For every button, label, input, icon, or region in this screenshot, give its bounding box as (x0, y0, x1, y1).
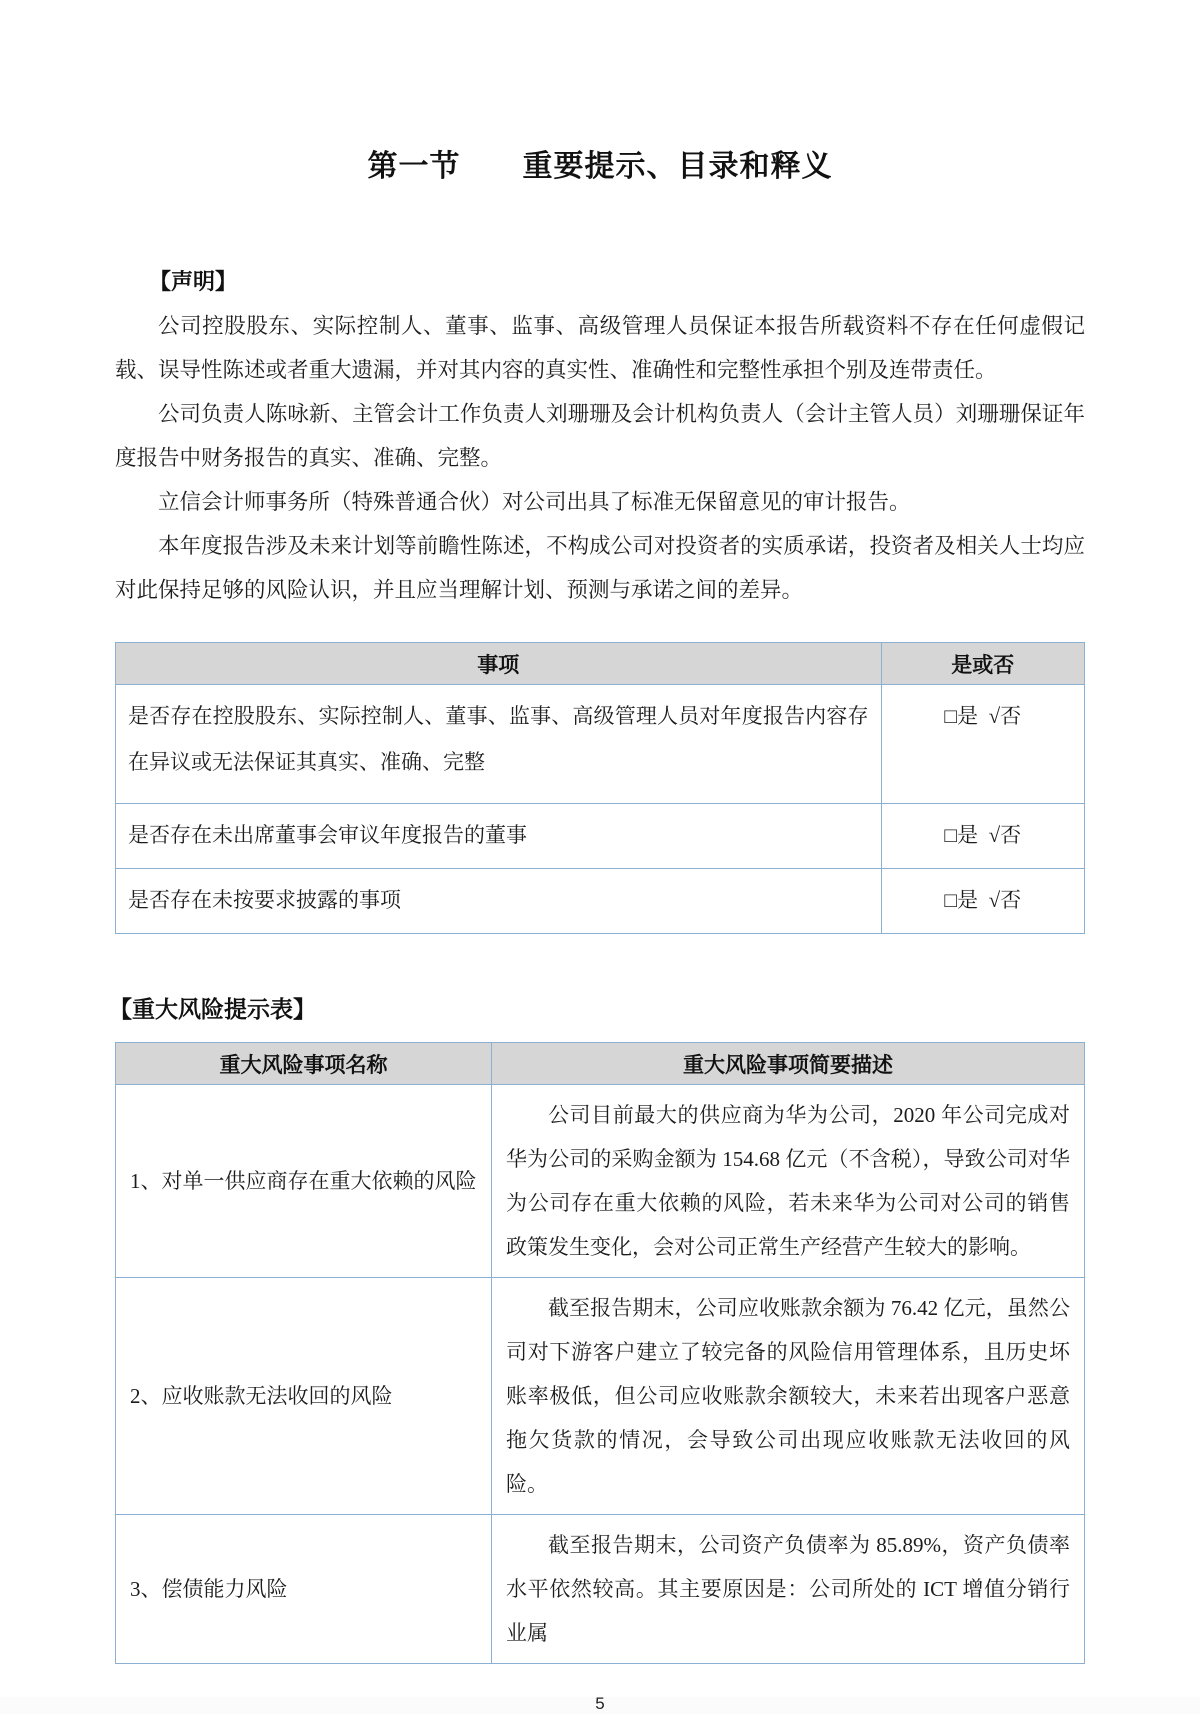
table-row (116, 1085, 1085, 1278)
item-cell: 是否存在未按要求披露的事项 (116, 869, 882, 934)
risk-description-cell: 截至报告期末，公司资产负债率为 85.89%，资产负债率水平依然较高。其主要原因是：公司所处的 ICT 增值分销行业属 (491, 1515, 1084, 1664)
table-row (116, 804, 1085, 869)
answer-cell: □是 √否 (881, 685, 1085, 804)
declaration-section (115, 260, 1085, 612)
risk-description-cell: 公司目前最大的供应商为华为公司，2020 年公司完成对华为公司的采购金额为 154.68 亿元（不含税），导致公司对华为公司存在重大依赖的风险，若未来华为公司对公司的销售政策发生变化，会对公司正常生产经营产生较大的影响。 (491, 1085, 1084, 1278)
declaration-paragraph: 公司负责人陈咏新、主管会计工作负责人刘珊珊及会计机构负责人（会计主管人员）刘珊珊保证年度报告中财务报告的真实、准确、完整。 (115, 402, 1085, 470)
answer-cell: □是 √否 (881, 804, 1085, 869)
declaration-heading: 【声明】 (149, 269, 238, 294)
table-header-row (116, 1043, 1085, 1085)
major-risk-table (115, 1042, 1085, 1664)
declaration-paragraph: 立信会计师事务所（特殊普通合伙）对公司出具了标准无保留意见的审计报告。 (158, 490, 911, 514)
risk-name-cell: 3、偿债能力风险 (116, 1515, 492, 1664)
column-header-risk-desc: 重大风险事项简要描述 (491, 1043, 1084, 1085)
risk-name-cell: 2、应收账款无法收回的风险 (116, 1278, 492, 1515)
item-cell: 是否存在控股股东、实际控制人、董事、监事、高级管理人员对年度报告内容存在异议或无法保证其真实、准确、完整 (116, 685, 882, 804)
column-header-item: 事项 (116, 643, 882, 685)
answer-cell: □是 √否 (881, 869, 1085, 934)
item-cell: 是否存在未出席董事会审议年度报告的董事 (116, 804, 882, 869)
declaration-paragraph: 本年度报告涉及未来计划等前瞻性陈述，不构成公司对投资者的实质承诺，投资者及相关人士均应对此保持足够的风险认识，并且应当理解计划、预测与承诺之间的差异。 (115, 534, 1085, 602)
table-row (116, 869, 1085, 934)
table-row (116, 685, 1085, 804)
table-row (116, 1515, 1085, 1664)
risk-description-cell: 截至报告期末，公司应收账款余额为 76.42 亿元，虽然公司对下游客户建立了较完备的风险信用管理体系，且历史坏账率极低，但公司应收账款余额较大，未来若出现客户恶意拖欠货款的情况，会导致公司出现应收账款无法收回的风险。 (491, 1278, 1084, 1515)
column-header-answer: 是或否 (881, 643, 1085, 685)
table-header-row (116, 643, 1085, 685)
yes-no-table (115, 642, 1085, 934)
table-row (116, 1278, 1085, 1515)
declaration-paragraph: 公司控股股东、实际控制人、董事、监事、高级管理人员保证本报告所载资料不存在任何虚假记载、误导性陈述或者重大遗漏，并对其内容的真实性、准确性和完整性承担个别及连带责任。 (115, 314, 1085, 382)
page-number: 5 (595, 1694, 605, 1713)
risk-name-cell: 1、对单一供应商存在重大依赖的风险 (116, 1085, 492, 1278)
page-title: 第一节 重要提示、目录和释义 (367, 150, 833, 183)
risk-section-heading: 【重大风险提示表】 (109, 997, 316, 1022)
column-header-risk-name: 重大风险事项名称 (116, 1043, 492, 1085)
